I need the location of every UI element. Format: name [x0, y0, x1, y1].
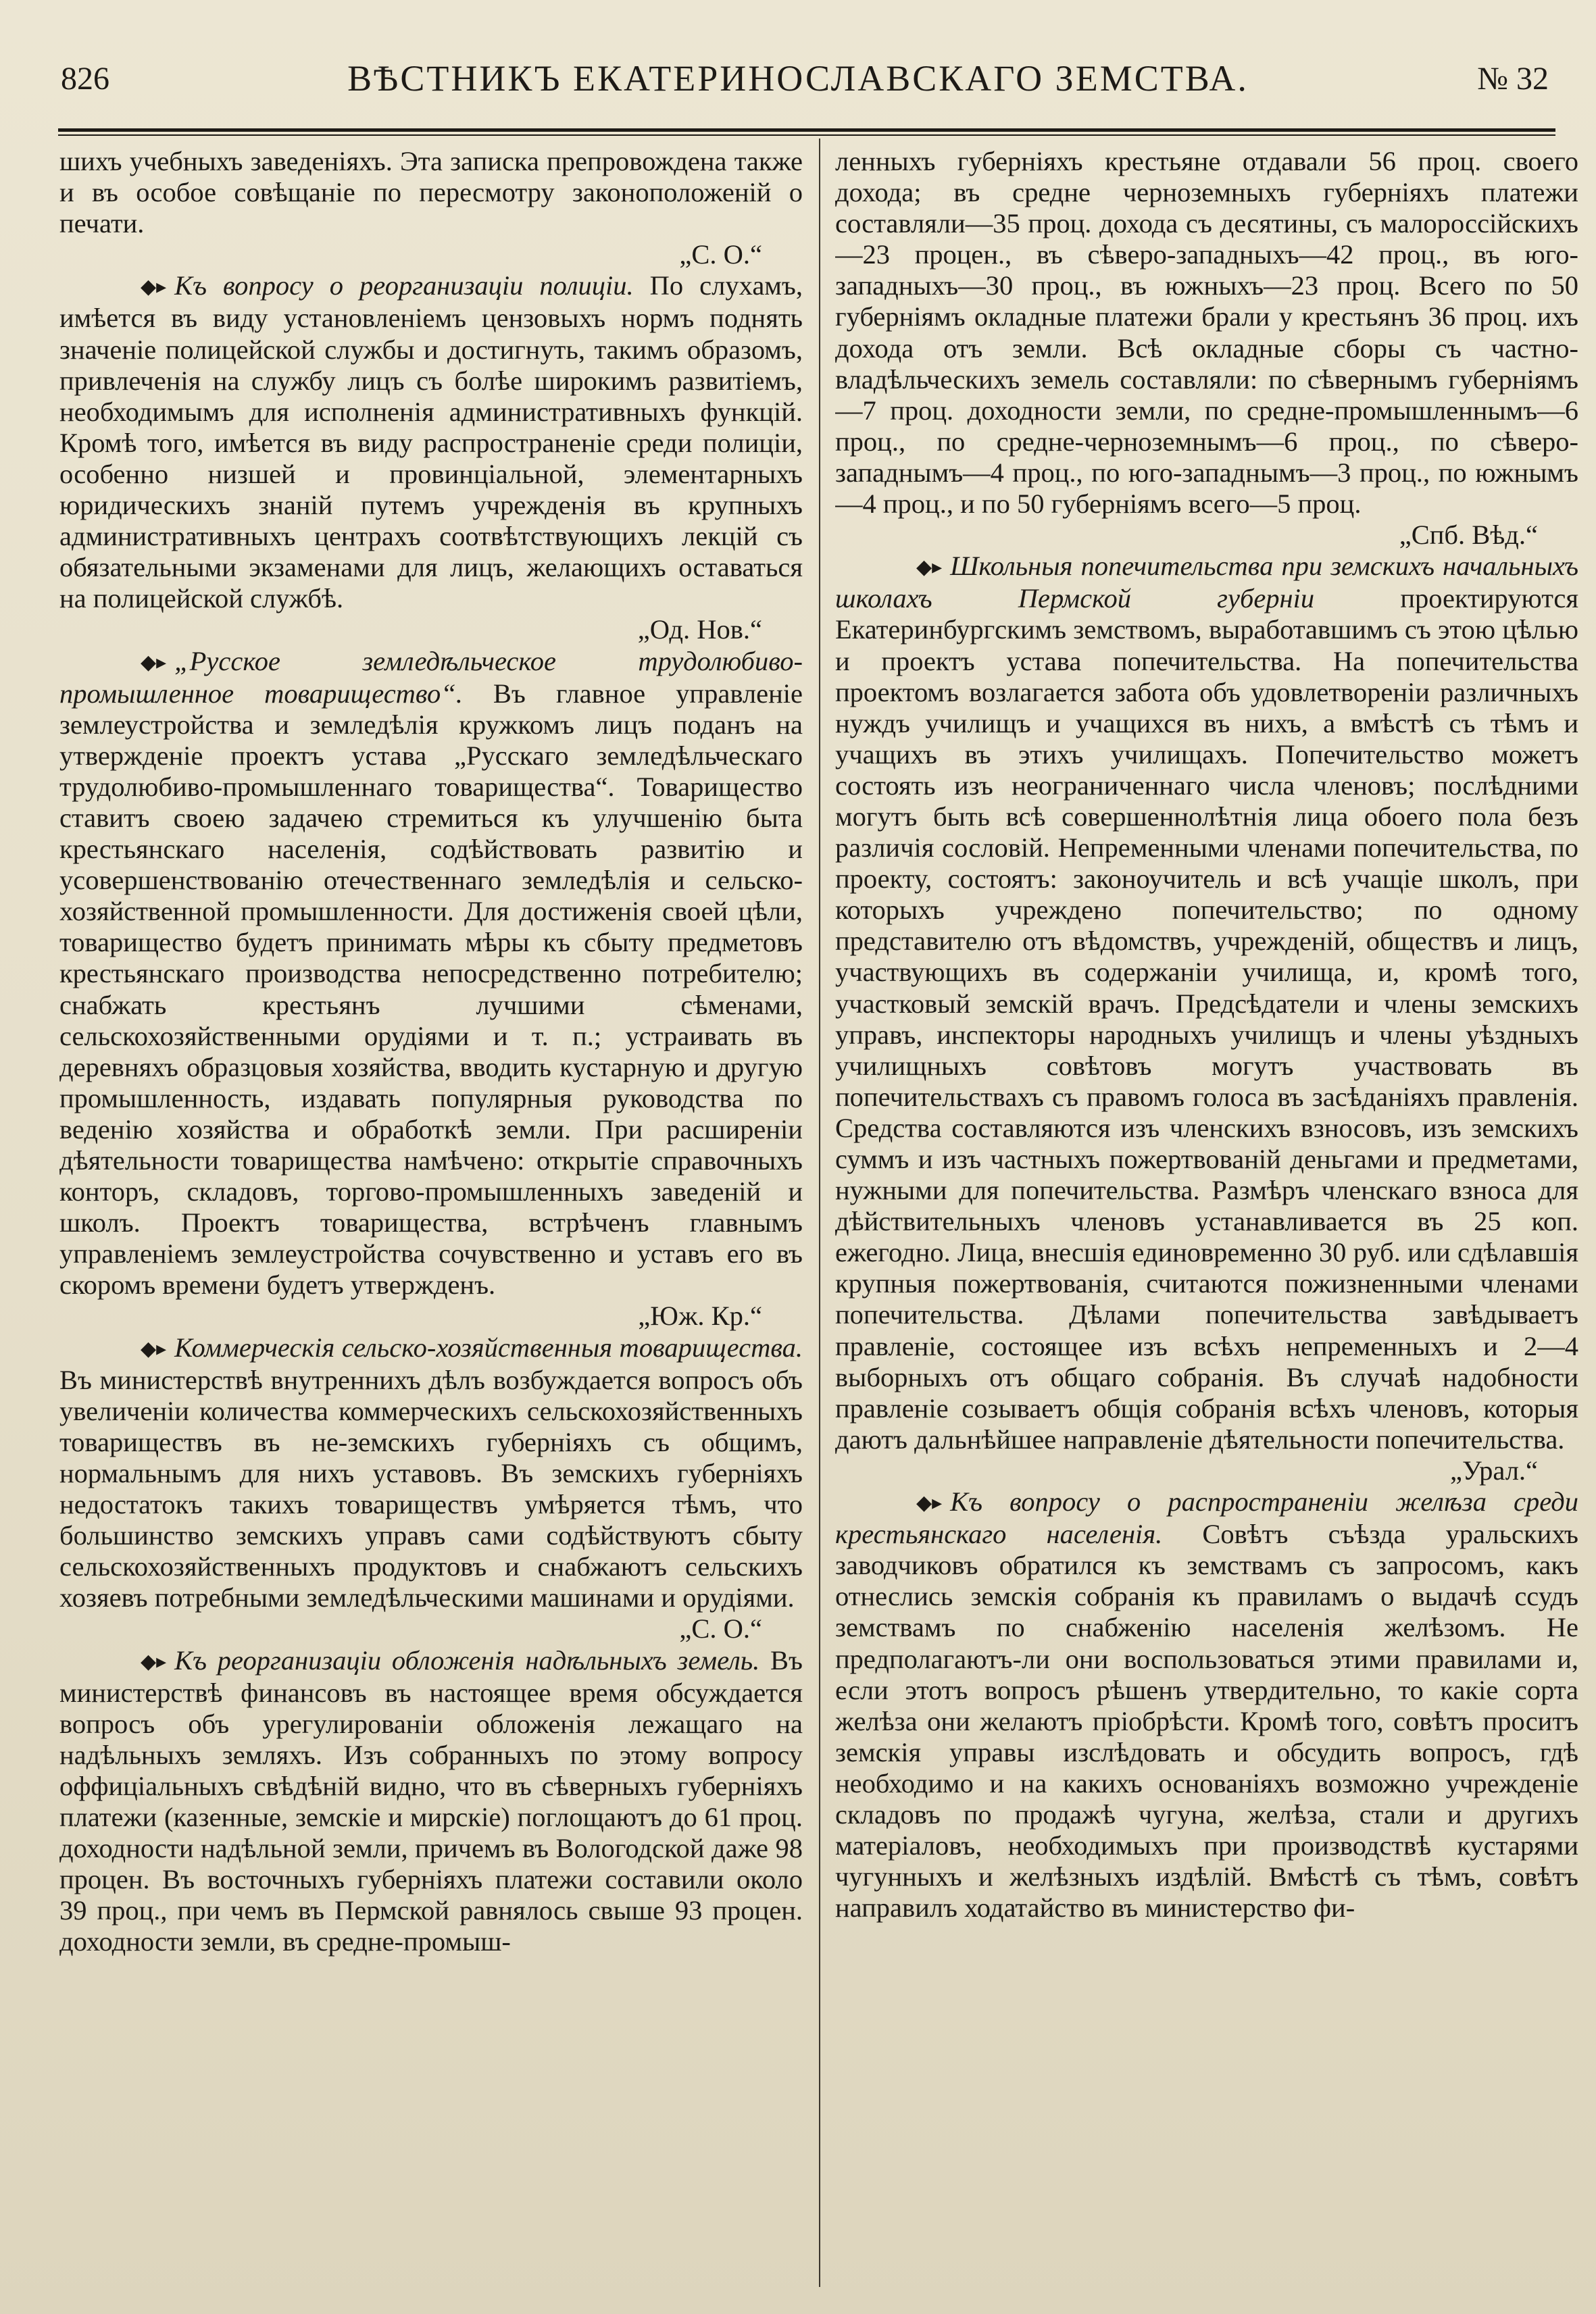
pointing-hand-icon: ◆▸ — [141, 651, 167, 674]
article-body: проектируются Екатеринбургскимъ земствомъ, выработавшимъ съ этою цѣлью и проектъ устава попечительства. На попечительства проектомъ возлагается забота объ удовлетвореніи различныхъ нуждъ училищъ и учащихся въ нихъ, а вмѣстѣ съ тѣмъ и учащихъ въ этихъ училищахъ. Попечительство можетъ состоять изъ неограниченнаго числа членовъ; послѣдними могутъ быть всѣ совершеннолѣтнія лица обоего пола безъ различія сословій. Непременными членами попечительства, по проекту, состоятъ: законоучитель и всѣ учащіе школъ, при которыхъ учреждено попечительство; по одному представителю отъ вѣдомствъ, учрежденій, обществъ и лицъ, участвующихъ въ содержаніи училища, и, кромѣ того, участковый земскій врачъ. Предсѣдатели и члены земскихъ управъ, инспекторы народныхъ училищъ и члены уѣздныхъ училищныхъ совѣтовъ могутъ участвовать въ попечительствахъ съ правомъ голоса въ засѣданіяхъ правленія. Средства составляются изъ членскихъ взносовъ, изъ земскихъ суммъ и изъ частныхъ пожертвованій деньгами и предметами, нужными для попечительства. Размѣръ членскаго взноса для дѣйствительныхъ членовъ устанавливается въ 25 коп. ежегодно. Лица, внесшія единовременно 30 руб. или сдѣлавшія крупныя пожертвованія, считаются пожизненными членами попечительства. Дѣлами попечительства завѣдываетъ правленіе, состоящее изъ всѣхъ непременныхъ и 2—4 выборныхъ отъ общаго собранія. Въ случаѣ надобности правленіе созываетъ общія собранія всѣхъ членовъ, которыя даютъ дальнѣйшее направленіе дѣятельности попечительства. — [835, 583, 1578, 1455]
article-heading: Къ реорганизаціи обложенія надѣльныхъ земель. — [174, 1644, 760, 1676]
pointing-hand-icon: ◆▸ — [141, 276, 167, 299]
source-attribution: „С. О.“ — [679, 239, 762, 270]
source-attribution: „С. О.“ — [679, 1613, 762, 1644]
page-header — [61, 46, 1549, 111]
pointing-hand-icon: ◆▸ — [916, 556, 943, 579]
pointing-hand-icon: ◆▸ — [916, 1492, 943, 1515]
issue-number: № 32 — [1477, 60, 1549, 97]
article-heading: Къ вопросу о распространеніи желѣза среди крестьянскаго населенія. — [835, 1486, 1578, 1550]
right-column — [835, 146, 1578, 2287]
article-school-trusteeship — [835, 551, 1578, 1455]
source-attribution: „Од. Нов.“ — [637, 614, 762, 645]
source-attribution: „Спб. Вѣд.“ — [1399, 520, 1538, 551]
journal-title: ВѢСТНИКЪ ЕКАТЕРИНОСЛАВСКАГО ЗЕМСТВА. — [347, 58, 1249, 99]
article-iron-distribution — [835, 1486, 1578, 1923]
article-heading: „Русское земледѣльческое трудолюбиво-промышленное товарищество“. — [59, 645, 803, 709]
article-agricultural-partnership — [59, 646, 803, 1301]
continuation-paragraph: ленныхъ губерніяхъ крестьяне отдавали 56 проц. своего дохода; въ средне черноземныхъ губерніяхъ платежи составляли—35 проц. дохода съ десятины, съ малороссійскихъ—23 процен., въ сѣверо-западныхъ—42 проц., въ юго-западныхъ—30 проц., въ южныхъ—23 проц. Всего по 50 губерніямъ окладные платежи брали у крестьянъ 36 проц. ихъ дохода отъ земли. Всѣ окладные сборы съ частно-владѣльческихъ земель составляли: по сѣвернымъ губерніямъ—7 проц. доходности земли, по средне-промышленнымъ—6 проц., по средне-черноземнымъ—6 проц., по сѣверо-западнымъ—4 проц., по юго-западнымъ—3 проц., по южнымъ—4 проц., и по 50 губерніямъ всего—5 проц. — [835, 146, 1578, 520]
article-body: Въ главное управленіе землеустройства и земледѣлія кружкомъ лицъ поданъ на утвержденіе проектъ устава „Русскаго земледѣльческаго трудолюбиво-промышленнаго товарищества“. Товарищество ставитъ своею задачею стремиться къ улучшенію быта крестьянскаго населенія, содѣйствовать развитію и усовершенствованію отечественнаго земледѣлія и сельско-хозяйственной промышленности. Для достиженія своей цѣли, товарищество будетъ принимать мѣры къ сбыту предметовъ крестьянскаго производства непосредственно потребителю; снабжать крестьянъ лучшими сѣменами, сельскохозяйственными орудіями и т. п.; устраивать въ деревняхъ образцовыя хозяйства, вводить кустарную и другую промышленность, издавать популярныя руководства по веденію хозяйства и обработкѣ земли. При расширеніи дѣятельности товарищества намѣчено: открытіе справочныхъ конторъ, складовъ, торгово-промышленныхъ заведеній и школъ. Проектъ товарищества, встрѣченъ главнымъ управленіемъ землеустройства сочувственно и уставъ его въ скоромъ времени будетъ утвержденъ. — [59, 678, 803, 1301]
pointing-hand-icon: ◆▸ — [141, 1650, 167, 1673]
intro-paragraph: шихъ учебныхъ заведеніяхъ. Эта записка препровождена также и въ особое совѣщаніе по пересмотру законоположеній о печати. — [59, 146, 803, 239]
column-divider — [819, 139, 820, 2287]
article-heading: Къ вопросу о реорганизаціи полиціи. — [174, 270, 634, 301]
article-body: Въ министерствѣ финансовъ въ настоящее время обсуждается вопросъ объ урегулированіи обложенія лежащаго на надѣльныхъ земляхъ. Изъ собранныхъ по этому вопросу оффиціальныхъ свѣдѣній видно, что въ сѣверныхъ губерніяхъ платежи (казенные, земскіе и мирскіе) поглощаютъ до 61 проц. доходности надѣльной земли, причемъ въ Вологодской даже 98 процен. Въ восточныхъ губерніяхъ платежи составили около 39 проц., при чемъ въ Пермской равнялось свыше 93 процен. доходности земли, въ средне-промыш- — [59, 1644, 803, 1957]
article-land-taxation — [59, 1645, 803, 1958]
article-commercial-partnerships — [59, 1332, 803, 1614]
article-heading: Школьныя попечительства при земскихъ начальныхъ школахъ Пермской губерніи — [835, 551, 1578, 614]
left-column — [59, 146, 803, 2287]
source-attribution: „Юж. Кр.“ — [638, 1301, 762, 1332]
article-body: По слухамъ, имѣется въ виду установленіемъ цензовыхъ нормъ поднять значеніе полицейской службы и достигнуть, такимъ образомъ, привлеченія на службу лицъ съ болѣе широкимъ развитіемъ, необходимымъ для исполненія административныхъ функцій. Кромѣ того, имѣется въ виду распространеніе среди полиціи, особенно низшей и провинціальной, элементарныхъ юридическихъ знаній путемъ учрежденія въ крупныхъ административныхъ центрахъ соотвѣтствующихъ лекцій съ обязательными экзаменами для лицъ, желающихъ оставаться на полицейской службѣ. — [59, 270, 803, 614]
article-body: Въ министерствѣ внутреннихъ дѣлъ возбуждается вопросъ объ увеличеніи количества коммерческихъ сельскохозяйственныхъ товариществъ въ не-земскихъ губерніяхъ съ общимъ, нормальнымъ для нихъ уставовъ. Въ земскихъ губерніяхъ недостатокъ такихъ товариществъ умѣряется тѣмъ, что большинство земскихъ управъ сами содѣйствуютъ сбыту сельскохозяйственныхъ продуктовъ и снабжаютъ сельскихъ хозяевъ потребными земледѣльческими машинами и орудіями. — [59, 1364, 803, 1613]
pointing-hand-icon: ◆▸ — [141, 1337, 167, 1360]
article-heading: Коммерческія сельско-хозяйственныя товарищества. — [174, 1332, 803, 1363]
article-reorganization-police — [59, 270, 803, 614]
source-attribution: „Урал.“ — [1450, 1455, 1538, 1486]
page-number: 826 — [61, 60, 109, 97]
article-body: Совѣтъ съѣзда уральскихъ заводчиковъ обратился къ земствамъ съ запросомъ, какъ отнеслись земскія собранія къ правиламъ о выдачѣ ссудъ земствамъ по снабженію населенія желѣзомъ. Не предполагаютъ-ли они воспользоваться этими правилами и, если этотъ вопросъ рѣшенъ утвердительно, то какіе сорта желѣза они желаютъ пріобрѣсти. Кромѣ того, совѣтъ проситъ земскія управы изслѣдовать и обсудить вопросъ, гдѣ необходимо и на какихъ основаніяхъ возможно учрежденіе складовъ по продажѣ чугуна, желѣза, стали и другихъ матеріаловъ, необходимыхъ при производствѣ кустарями чугунныхъ и желѣзныхъ издѣлій. Вмѣстѣ съ тѣмъ, совѣтъ направилъ ходатайство въ министерство фи- — [835, 1519, 1578, 1923]
header-rule — [58, 128, 1555, 132]
